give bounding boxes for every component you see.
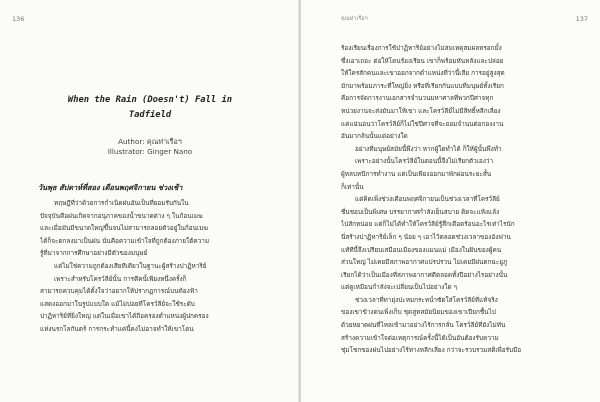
text-line: ส่วนใหญ่ ไม่เคยมีสภาพอากาศแปรปรวน ไม่เคยมีฝนตกฉะยูภู [341,258,508,267]
page-number-right: 137 [575,15,588,23]
text-line: มักมาพร้อมภาระที่ใหญ่ยิ่ง หรือที่เรียกกันแบบที่มนุษย์ทั้งเรียก [341,81,504,90]
text-line: เพราะสำหรับโครว์ลีย์นั้น การตีคนั้เพียงหนึ่งครั้งก็ [54,274,187,283]
text-line: ปัจจุบันคือฝนเกิดจากอนุภาคของน้ำขนาดต่าง ๆ ในก้อนเมฆ [40,211,203,220]
text-line: ก็เท่านั้น [341,182,364,191]
text-line: ไปสักหน่อย แต่ก็ไม่ได้ทำให้โครว์ลีย์รู้สึกเดือดร้อนอะไรเท่าไรนัก [341,220,515,229]
text-line: ผู้หลบหนีการทำงาน แต่เป็นเพียงออกมาพักผ่อนระยะสั้น [341,169,492,178]
text-line: อันมากล้นนั้นแต่อย่างใด [341,132,408,141]
section-heading: วันพุธ สัปดาห์ที่สอง เดือนพฤศจิกายน ช่วงเช้า [38,183,183,192]
right-page [301,0,600,402]
text-line: ช่วงเวลาที่ทายุ่งปะหมกระหน่ำซัดใส่โครว์ลีย์ที่แท้จริง [355,295,498,304]
story-title-line-2: Tadfield [128,110,172,120]
story-title-line-1: When the Rain (Doesn't) Fall in [67,95,233,105]
text-line: แต่ดูเหมือนกำลังจะเปลี่ยนเป็นไปอย่างใด ๆ [341,283,458,292]
text-line: แต่ไม่ใช่ความถูกต้องเสียทีเดียวในฐานะผู้สร้างปาฏิหาริย์ [54,261,207,270]
text-line: หน่วยงานจะส่งมันมาให้เขา และโครว์ลีย์ไม่มีสิทธิ์หลีกเลี่ยง [341,106,501,115]
text-line: อย่างที่มนุษย์สมัยนี้พึงว่า หากผู้ใดทำได้ ก็ให้ผู้นั้นพึงทำ [355,144,502,153]
text-line: ทฤษฎีที่ว่าด้วยการกำเนิดฝนอันเป็นที่ยอมรับกันใน [54,199,189,207]
text-line: เพราะอย่างนั้นโครว์ลีย์ในตอนนี้จึงไม่เรียกตัวเองว่า [355,157,494,166]
text-line: แห่งนรกโลกันตร์ การกระทำแค่นี้คงไม่อาจทำให้เขาโดน [40,324,194,333]
left-page [0,0,299,402]
text-line: ให้ใครสักคนและเขาออกจากตำแหน่งที่ว่านี้เสีย การอยู่สูงสุด [341,69,505,78]
text-line: ร้องเรียนเรื่องการใช้ปาฏิหาริย์อย่างไม่สมเหตุสมผลหรอกมั้ง [341,44,502,52]
text-line: แท้ทีนี้จึงเปรียบเสมือนเมืองของแมนแม่ เมืองในฝันของผู้คน [341,245,502,254]
text-line: นี่สร้างปาฏิหาริย์เล็ก ๆ น้อย ๆ เอาไว้ตลอดช่วงเวลาของอังฟาน [341,232,511,241]
story-title [40,93,260,123]
credits [40,137,260,157]
text-line: ปาฏิหาริย์ที่ยิ่งใหญ่ แต่ในเมื่อเขาได้ถือครองตำแหน่งผู้ปกครอง [40,312,209,321]
text-line: ชื่นชอบเป็นพิเศษ บรรยากาศกำลังเย็นสบาย ติดจะแห้งแล้ง [341,207,500,216]
text-line: แค่แฉ่นอนว่าโครว์ลีย์ก็ไม่ใช่ปีศาจที่จะยอมจำนนต่อกองงาน [341,119,504,128]
text-line: ได้ก็จะตกลงมาเป็นฝน นั่นคือความเข้าใจที่ถูกต้องภายใต้ความ [40,236,210,245]
text-line: คือการจัดการงานเอกสารจำนวนมหาศาลที่พวกปีศาจทุก [341,94,494,103]
text-line: ด้วยหยาดฝนที่ไหลเข้ามาอย่างไร้การกลั่น โครว์ลีย์ที่ยังไม่ทัน [341,321,506,330]
text-line: และเมื่อมันมีขนาดใหญ่ขึ้นจนไม่สามารถลอยตัวอยู่ในก้อนเมฆ [40,224,209,233]
text-line: ชุ่มโชกของฝนไปอย่างไร้ทางหลีกเลี่ยง กว่าจะรวบรวมสติเพื่อรับมือ [341,346,522,355]
text-line: เรียกได้ว่าเป็นเมืองที่สภาพอากาศดีตลอดทั้งปีอย่างไรอย่างนั้น [341,270,508,279]
text-line: สร้างความเข้าใจต่อเหตุการณ์ครั้งนี้ได้เป็นอันต้องรับความ [341,333,499,342]
author-credit: Author: คุณท่าเรือฯ [118,137,182,146]
text-line: แต่คิดเพิ่งช่วงเดือนพฤศจิกายนเป็นช่วงเวลาที่โครว์ลีย์ [355,195,500,204]
text-line: รู้ที่มาจากการศึกษาอย่างมีตัวของมนุษย์ [40,249,148,258]
text-line: ของเขาข้างตนเพิ่งเก็บ ชุดสูทสมัยนิยมของเขาเปียกชื้นไป [341,308,496,317]
text-line: สามารถควบคุมได้ตั้งใจว่าอยากให้ปรากฏการณ์บนท้องฟ้า [40,287,198,296]
left-body-text [40,197,280,336]
right-body-text [341,42,581,357]
illustrator-credit: Illustrator: Ginger Nano [107,147,193,156]
text-line: แสดงออกมาในรูปแบบใด แม้ไม่บ่อยที่โครว์ลีย์จะใช้ระดับ [40,299,195,308]
page-number-left: 136 [12,15,25,23]
running-head: คุณท่าเรือฯ [341,16,368,22]
text-line: ซึ่งเอาเถอะ ต่อให้โดนร้องเรียน เขาก็พร้อมหันหลังและปล่อย [341,56,504,65]
